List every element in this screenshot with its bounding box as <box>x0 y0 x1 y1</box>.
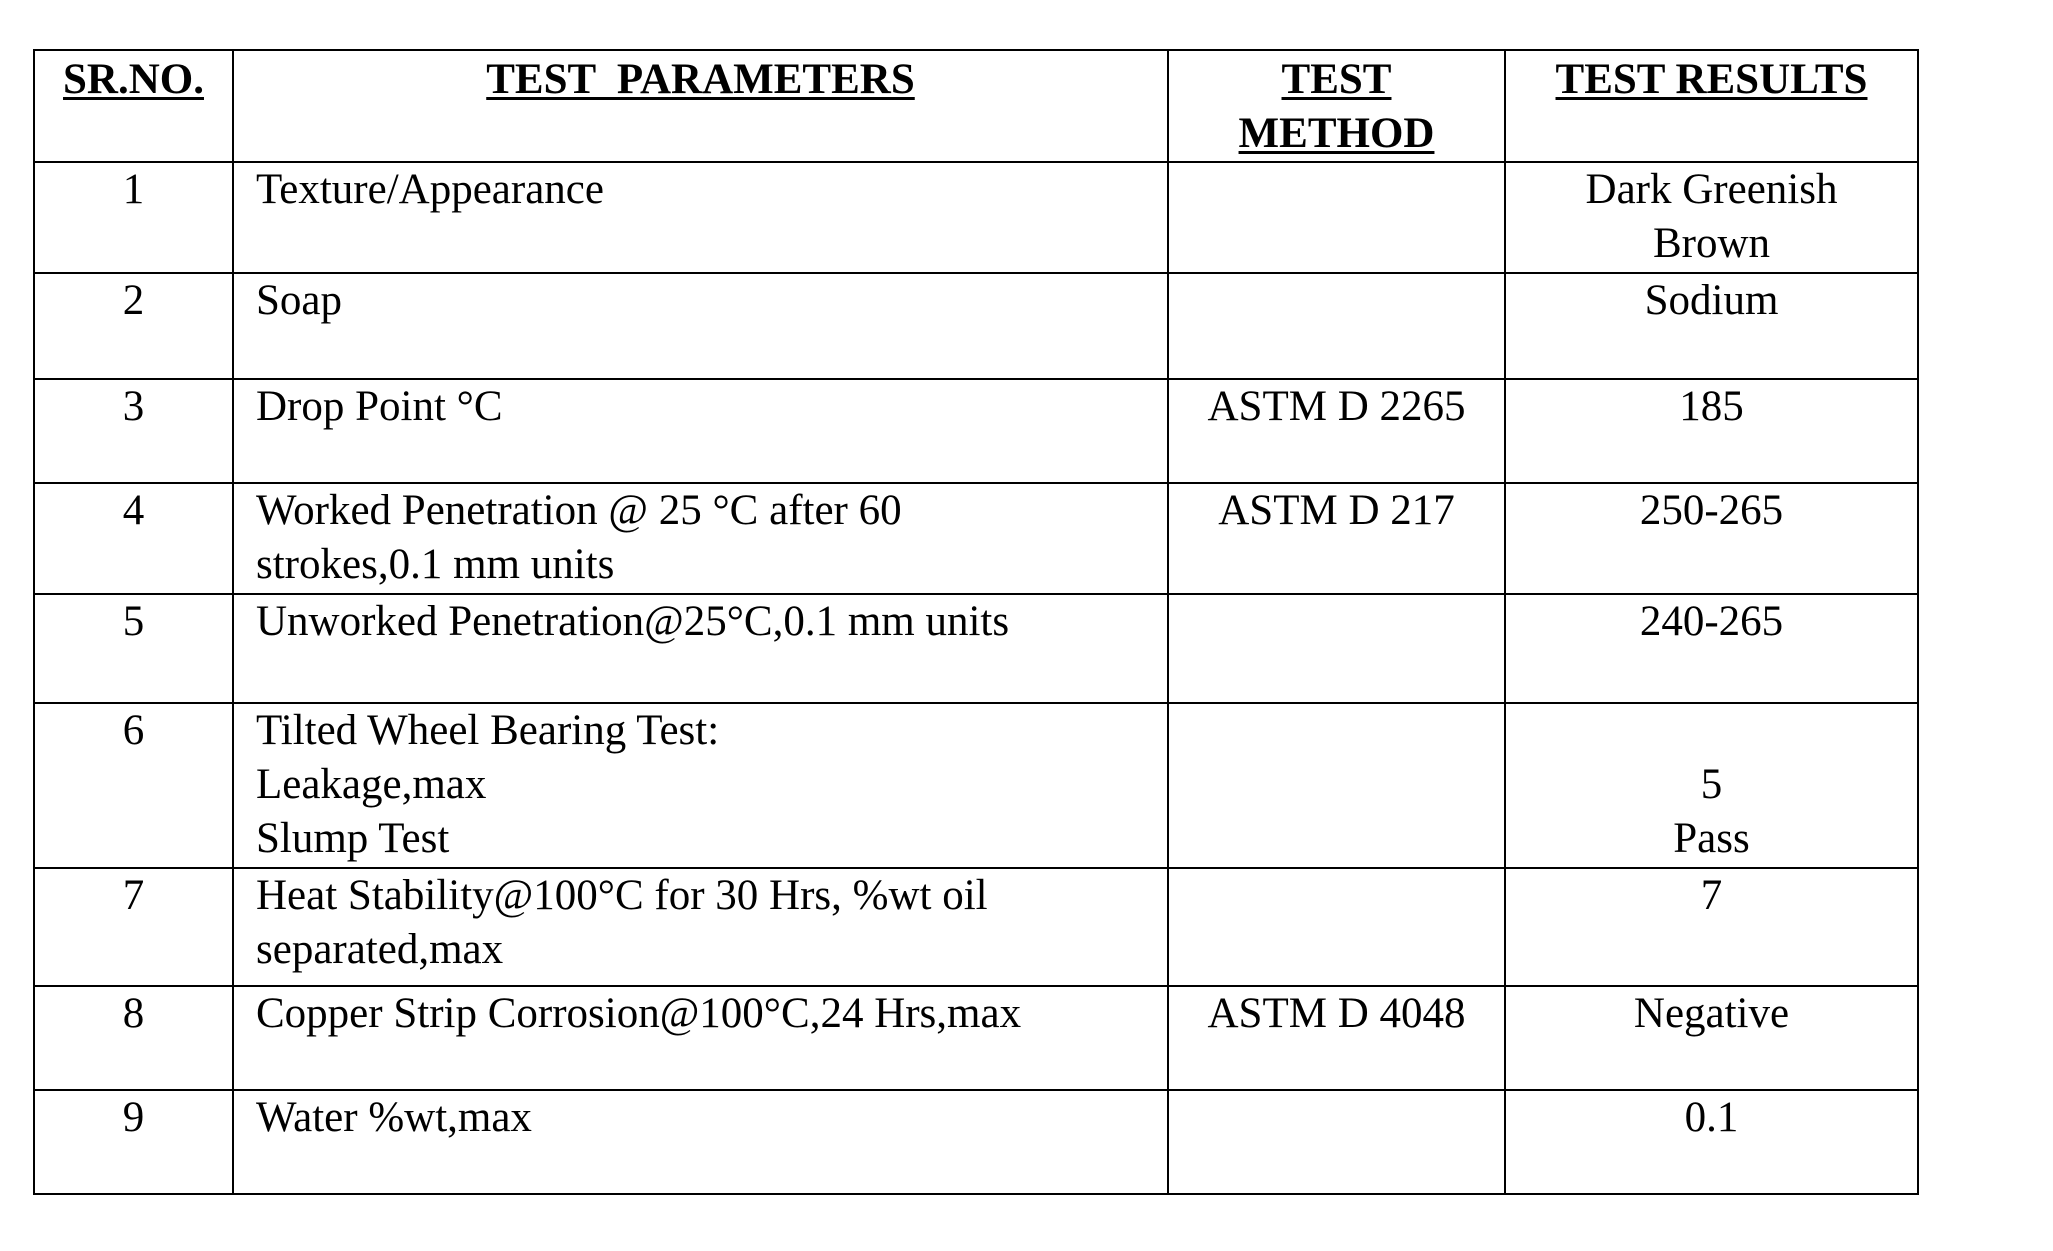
cell-result: 185 <box>1505 379 1918 483</box>
test-results-table <box>33 49 1919 1195</box>
cell-sr-no: 7 <box>34 868 233 986</box>
cell-method: ASTM D 2265 <box>1168 379 1505 483</box>
cell-sr-no: 3 <box>34 379 233 483</box>
cell-method <box>1168 594 1505 703</box>
cell-parameter: Copper Strip Corrosion@100°C,24 Hrs,max <box>233 986 1168 1090</box>
table-header-row <box>34 50 1918 162</box>
cell-result: Sodium <box>1505 273 1918 379</box>
cell-method <box>1168 162 1505 273</box>
table-row <box>34 986 1918 1090</box>
cell-sr-no: 9 <box>34 1090 233 1194</box>
cell-result: Dark Greenish Brown <box>1505 162 1918 273</box>
cell-sr-no: 5 <box>34 594 233 703</box>
cell-sr-no: 8 <box>34 986 233 1090</box>
table-row <box>34 273 1918 379</box>
cell-parameter: Unworked Penetration@25°C,0.1 mm units <box>233 594 1168 703</box>
cell-result: 5 Pass <box>1505 703 1918 868</box>
cell-result: 240-265 <box>1505 594 1918 703</box>
cell-method <box>1168 868 1505 986</box>
table-row <box>34 483 1918 594</box>
table-row <box>34 1090 1918 1194</box>
cell-result: 250-265 <box>1505 483 1918 594</box>
header-test-parameters: TEST PARAMETERS <box>233 50 1168 162</box>
cell-sr-no: 4 <box>34 483 233 594</box>
table-row <box>34 379 1918 483</box>
cell-method: ASTM D 4048 <box>1168 986 1505 1090</box>
table-row <box>34 594 1918 703</box>
table-row <box>34 703 1918 868</box>
cell-result: 0.1 <box>1505 1090 1918 1194</box>
cell-method <box>1168 273 1505 379</box>
cell-result: 7 <box>1505 868 1918 986</box>
header-test-results: TEST RESULTS <box>1505 50 1918 162</box>
cell-sr-no: 1 <box>34 162 233 273</box>
cell-parameter: Soap <box>233 273 1168 379</box>
cell-method <box>1168 703 1505 868</box>
table-row <box>34 868 1918 986</box>
cell-parameter: Worked Penetration @ 25 °C after 60 strokes,0.1 mm units <box>233 483 1168 594</box>
header-test-method: TEST METHOD <box>1168 50 1505 162</box>
header-sr-no: SR.NO. <box>34 50 233 162</box>
cell-parameter: Heat Stability@100°C for 30 Hrs, %wt oil separated,max <box>233 868 1168 986</box>
cell-parameter: Tilted Wheel Bearing Test: Leakage,max Slump Test <box>233 703 1168 868</box>
cell-parameter: Texture/Appearance <box>233 162 1168 273</box>
cell-parameter: Drop Point °C <box>233 379 1168 483</box>
cell-sr-no: 2 <box>34 273 233 379</box>
table-row <box>34 162 1918 273</box>
cell-parameter: Water %wt,max <box>233 1090 1168 1194</box>
cell-result: Negative <box>1505 986 1918 1090</box>
cell-method: ASTM D 217 <box>1168 483 1505 594</box>
cell-sr-no: 6 <box>34 703 233 868</box>
cell-method <box>1168 1090 1505 1194</box>
